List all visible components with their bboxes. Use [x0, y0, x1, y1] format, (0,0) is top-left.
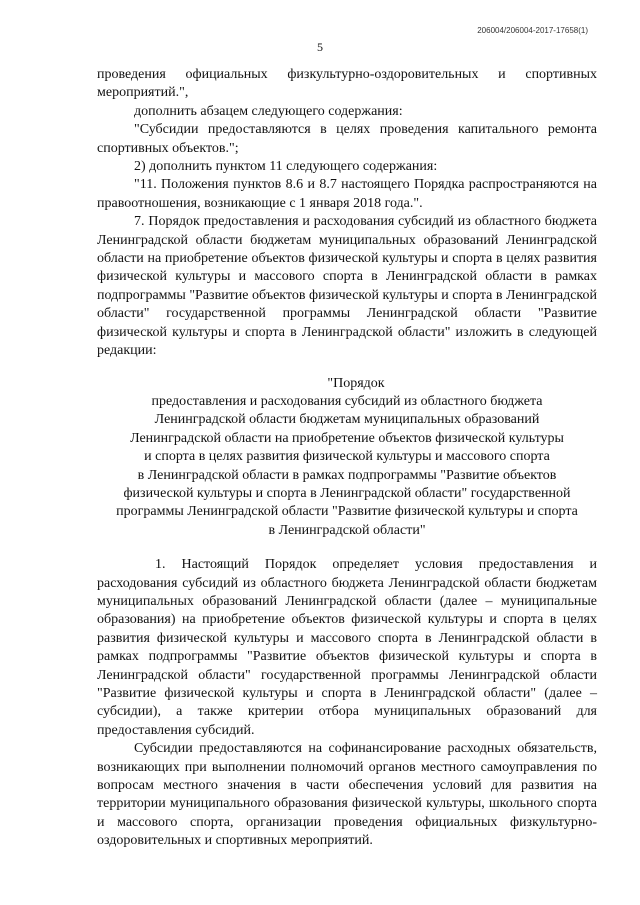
paragraph: "11. Положения пунктов 8.6 и 8.7 настоящего Порядка распространяются на правоотношения, возникающие с 1 января 2018 года.". [97, 177, 597, 211]
title-line: Ленинградской области на приобретение объектов физической культуры [130, 430, 564, 446]
title-line: "Порядок [327, 375, 385, 391]
paragraph: проведения официальных физкультурно-оздоровительных и спортивных мероприятий.", [97, 67, 597, 101]
title-line: физической культуры и спорта в Ленинградской области" государственной [123, 485, 571, 501]
title-line: предоставления и расходования субсидий из областного бюджета [151, 393, 543, 409]
title-line: в Ленинградской области" [268, 522, 426, 538]
paragraph: дополнить абзацем следующего содержания: [134, 103, 403, 119]
title-line: в Ленинградской области в рамках подпрограммы "Развитие объектов [137, 467, 557, 483]
paragraph: Субсидии предоставляются на софинансирование расходных обязательств, возникающих при выполнении полномочий органов местного самоуправления по вопросам местного значения в части обеспечения условий для развития на территории муниципального образования физической культуры, школьного спорта и массового спорта, организации проведения официальных физкультурно-оздоровительных и спортивных мероприятий. [97, 741, 597, 849]
section-title [97, 375, 597, 541]
title-line: программы Ленинградской области "Развитие физической культуры и спорта [116, 504, 578, 520]
document-id: 206004/206004-2017-17658(1) [477, 26, 588, 35]
paragraph: "Субсидии предоставляются в целях проведения капитального ремонта спортивных объектов."; [97, 122, 597, 156]
title-line: Ленинградской области бюджетам муниципальных образований [154, 412, 540, 428]
paragraph: 1. Настоящий Порядок определяет условия предоставления и расходования субсидий из областного бюджета Ленинградской области бюджетам муниципальных образований Ленинградской области (далее – муниципальные образования) на приобретение объектов физической культуры и спорта в целях развития физической культуры и массового спорта в Ленинградской области в рамках подпрограммы "Развитие объектов физической культуры и спорта в Ленинградской области" государственной программы Ленинградской области "Развитие физической культуры и спорта в Ленинградской области" (далее – субсидии), а также критерии отбора муниципальных образований для предоставления субсидий. [97, 557, 597, 738]
paragraph: 7. Порядок предоставления и расходования субсидий из областного бюджета Ленинградской области бюджетам муниципальных образований Ленинградской области на приобретение объектов физической культуры и спорта в целях развития физической культуры и массового спорта в Ленинградской области в рамках подпрограммы "Развитие объектов физической культуры и спорта в Ленинградской области" государственной программы Ленинградской области "Развитие физической культуры и спорта в Ленинградской области" изложить в следующей редакции: [97, 214, 597, 359]
page-number: 5 [317, 40, 323, 54]
paragraph: 2) дополнить пунктом 11 следующего содержания: [134, 159, 438, 175]
title-line: и спорта в целях развития физической культуры и массового спорта [144, 449, 550, 465]
document-body [97, 66, 597, 851]
